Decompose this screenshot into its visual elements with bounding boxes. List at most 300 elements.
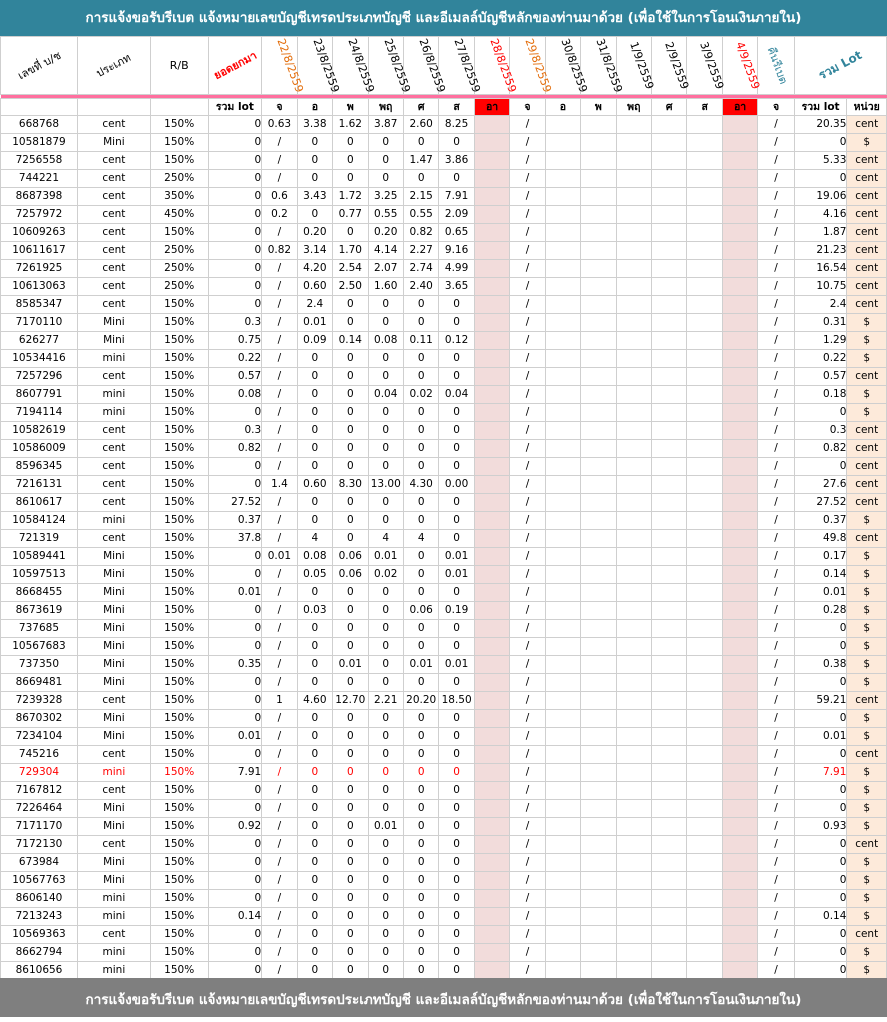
account-type: cent	[77, 458, 150, 476]
daily-lot: /	[262, 260, 297, 278]
daily-lot	[545, 620, 580, 638]
balance-forward: 0	[208, 260, 262, 278]
account-number: 8607791	[1, 386, 78, 404]
daily-lot	[652, 728, 687, 746]
sunday-cell	[474, 620, 509, 638]
account-type: cent	[77, 278, 150, 296]
sunday-cell	[722, 134, 757, 152]
daily-lot: 0	[403, 890, 438, 908]
daily-lot: 0	[368, 728, 403, 746]
balance-forward: 0.75	[208, 332, 262, 350]
daily-lot	[652, 908, 687, 926]
daily-lot	[652, 404, 687, 422]
daily-lot	[545, 836, 580, 854]
total-lot: 0	[794, 782, 847, 800]
balance-forward: 0	[208, 188, 262, 206]
daily-lot: 0	[403, 584, 438, 602]
daily-lot	[652, 152, 687, 170]
sunday-cell	[722, 350, 757, 368]
daily-lot: 0	[297, 494, 332, 512]
daily-lot: 1.4	[262, 476, 297, 494]
daily-lot: 0	[403, 620, 438, 638]
balance-forward: 0	[208, 692, 262, 710]
daily-lot: 0	[333, 152, 368, 170]
rebate-rate: 150%	[150, 836, 208, 854]
daily-lot: /	[510, 656, 545, 674]
table-row	[1, 476, 887, 494]
daily-lot	[581, 494, 616, 512]
rebate-rate: 150%	[150, 566, 208, 584]
subheader-unit: หน่วย	[847, 99, 887, 116]
daily-lot: 0	[297, 152, 332, 170]
daily-lot	[687, 512, 722, 530]
daily-lot: 0	[297, 836, 332, 854]
balance-forward: 7.91	[208, 764, 262, 782]
unit-cell: cent	[847, 260, 887, 278]
daily-lot	[545, 692, 580, 710]
balance-forward: 0.14	[208, 908, 262, 926]
daily-lot: 2.27	[403, 242, 438, 260]
daily-lot: 0	[333, 170, 368, 188]
daily-lot: 0	[439, 512, 474, 530]
daily-lot	[581, 872, 616, 890]
account-type: mini	[77, 890, 150, 908]
daily-lot	[616, 116, 651, 134]
daily-lot: 0.20	[368, 224, 403, 242]
daily-lot: 0.63	[262, 116, 297, 134]
daily-lot	[652, 944, 687, 962]
daily-lot	[581, 512, 616, 530]
daily-lot: 0	[403, 728, 438, 746]
daily-lot	[581, 242, 616, 260]
rebate-rate: 150%	[150, 350, 208, 368]
subheader-day: อ	[545, 99, 580, 116]
header-type: ประเภท	[77, 37, 150, 95]
daily-lot: 0	[333, 674, 368, 692]
daily-lot: /	[510, 314, 545, 332]
balance-forward: 0.08	[208, 386, 262, 404]
account-type: cent	[77, 746, 150, 764]
daily-lot: 0	[333, 584, 368, 602]
daily-lot	[687, 656, 722, 674]
daily-lot: 0	[368, 638, 403, 656]
daily-lot	[687, 350, 722, 368]
daily-lot: 0.02	[403, 386, 438, 404]
total-lot: 0	[794, 710, 847, 728]
account-number: 744221	[1, 170, 78, 188]
daily-lot: 0	[297, 764, 332, 782]
balance-forward: 0	[208, 278, 262, 296]
rebate-rate: 250%	[150, 260, 208, 278]
daily-lot: 0	[403, 764, 438, 782]
account-type: cent	[77, 836, 150, 854]
daily-lot: 4	[297, 530, 332, 548]
subheader-day: อ	[297, 99, 332, 116]
balance-forward: 27.52	[208, 494, 262, 512]
daily-lot	[616, 422, 651, 440]
daily-lot	[652, 242, 687, 260]
balance-forward: 0.01	[208, 728, 262, 746]
total-lot: 7.91	[794, 764, 847, 782]
sunday-cell	[474, 746, 509, 764]
daily-lot: /	[510, 782, 545, 800]
daily-lot: /	[262, 800, 297, 818]
table-row	[1, 674, 887, 692]
account-type: mini	[77, 404, 150, 422]
daily-lot: 0	[403, 836, 438, 854]
daily-lot: 0	[368, 926, 403, 944]
daily-lot: 0	[333, 710, 368, 728]
account-type: cent	[77, 170, 150, 188]
rebate-rate: 150%	[150, 800, 208, 818]
daily-lot: 0	[439, 908, 474, 926]
daily-lot	[652, 638, 687, 656]
daily-lot: 0	[439, 818, 474, 836]
daily-lot: /	[510, 386, 545, 404]
daily-lot	[545, 512, 580, 530]
daily-lot: 7.91	[439, 188, 474, 206]
unit-cell: cent	[847, 296, 887, 314]
daily-lot: 0	[333, 512, 368, 530]
daily-lot	[581, 710, 616, 728]
daily-lot	[545, 494, 580, 512]
total-lot: 0.57	[794, 368, 847, 386]
daily-lot: 2.4	[297, 296, 332, 314]
daily-lot: 0	[368, 134, 403, 152]
daily-lot: 0	[439, 710, 474, 728]
daily-lot: 0	[439, 296, 474, 314]
table-row	[1, 566, 887, 584]
daily-lot	[581, 674, 616, 692]
sunday-cell	[722, 260, 757, 278]
subheader-day: อา	[474, 99, 509, 116]
daily-lot	[616, 170, 651, 188]
daily-lot	[652, 260, 687, 278]
daily-lot: 0	[297, 656, 332, 674]
daily-lot	[616, 710, 651, 728]
sunday-cell	[474, 602, 509, 620]
sunday-cell	[474, 872, 509, 890]
sunday-cell	[722, 386, 757, 404]
daily-lot	[687, 854, 722, 872]
daily-lot: 0	[403, 782, 438, 800]
daily-lot: 0	[439, 836, 474, 854]
daily-lot	[545, 368, 580, 386]
daily-lot: 0.06	[333, 566, 368, 584]
daily-lot: /	[510, 422, 545, 440]
daily-lot: 0	[439, 728, 474, 746]
sunday-cell	[722, 944, 757, 962]
balance-forward: 0	[208, 854, 262, 872]
account-number: 7234104	[1, 728, 78, 746]
daily-lot: 0.06	[403, 602, 438, 620]
daily-lot: 0	[403, 134, 438, 152]
sunday-cell	[722, 152, 757, 170]
table-row	[1, 548, 887, 566]
refund-cell: /	[758, 404, 794, 422]
balance-forward: 0.57	[208, 368, 262, 386]
daily-lot: /	[262, 710, 297, 728]
account-number: 8662794	[1, 944, 78, 962]
header-date: 1/9/2559	[616, 37, 651, 95]
daily-lot: 0	[403, 512, 438, 530]
daily-lot: 3.25	[368, 188, 403, 206]
rebate-rate: 150%	[150, 404, 208, 422]
daily-lot: 4.60	[297, 692, 332, 710]
account-number: 7257296	[1, 368, 78, 386]
daily-lot: 0.14	[333, 332, 368, 350]
refund-cell: /	[758, 242, 794, 260]
unit-cell: $	[847, 314, 887, 332]
rebate-rate: 150%	[150, 710, 208, 728]
total-lot: 0.01	[794, 728, 847, 746]
sunday-cell	[722, 116, 757, 134]
sunday-cell	[474, 278, 509, 296]
account-type: mini	[77, 350, 150, 368]
daily-lot: 0	[333, 386, 368, 404]
daily-lot: 0	[403, 404, 438, 422]
daily-lot: 0	[439, 422, 474, 440]
unit-cell: $	[847, 512, 887, 530]
sunday-cell	[722, 710, 757, 728]
unit-cell: cent	[847, 746, 887, 764]
daily-lot: 0	[333, 368, 368, 386]
daily-lot	[687, 782, 722, 800]
daily-lot: 3.87	[368, 116, 403, 134]
daily-lot	[616, 890, 651, 908]
rebate-rate: 150%	[150, 638, 208, 656]
refund-cell: /	[758, 800, 794, 818]
daily-lot	[687, 170, 722, 188]
sunday-cell	[722, 458, 757, 476]
account-type: Mini	[77, 818, 150, 836]
daily-lot: /	[262, 764, 297, 782]
daily-lot	[687, 548, 722, 566]
table-row	[1, 260, 887, 278]
total-lot: 0.28	[794, 602, 847, 620]
daily-lot: 0.01	[439, 548, 474, 566]
daily-lot	[616, 224, 651, 242]
daily-lot	[545, 242, 580, 260]
refund-cell: /	[758, 224, 794, 242]
daily-lot: 0	[368, 170, 403, 188]
refund-cell: /	[758, 494, 794, 512]
daily-lot	[581, 836, 616, 854]
balance-forward: 0	[208, 296, 262, 314]
total-lot: 0	[794, 926, 847, 944]
daily-lot: 0	[333, 728, 368, 746]
sunday-cell	[722, 728, 757, 746]
daily-lot: 0	[439, 458, 474, 476]
refund-cell: /	[758, 368, 794, 386]
sunday-cell	[474, 314, 509, 332]
sunday-cell	[474, 566, 509, 584]
header-date: 27/8/2559	[439, 37, 474, 95]
daily-lot	[687, 944, 722, 962]
account-number: 8596345	[1, 458, 78, 476]
daily-lot	[652, 584, 687, 602]
sunday-cell	[474, 818, 509, 836]
table-row	[1, 764, 887, 782]
total-lot: 16.54	[794, 260, 847, 278]
daily-lot: 0	[297, 458, 332, 476]
balance-forward: 0.92	[208, 818, 262, 836]
daily-lot	[545, 746, 580, 764]
rebate-rate: 150%	[150, 512, 208, 530]
sunday-cell	[722, 548, 757, 566]
total-lot: 20.35	[794, 116, 847, 134]
daily-lot: /	[262, 674, 297, 692]
total-lot: 0	[794, 674, 847, 692]
daily-lot: 0	[403, 800, 438, 818]
daily-lot	[652, 458, 687, 476]
daily-lot: /	[262, 656, 297, 674]
table-row	[1, 962, 887, 980]
daily-lot: 20.20	[403, 692, 438, 710]
unit-cell: $	[847, 548, 887, 566]
daily-lot	[581, 800, 616, 818]
account-number: 8673619	[1, 602, 78, 620]
daily-lot	[687, 566, 722, 584]
sunday-cell	[474, 548, 509, 566]
unit-cell: cent	[847, 494, 887, 512]
table-row	[1, 242, 887, 260]
daily-lot	[581, 890, 616, 908]
daily-lot: /	[510, 458, 545, 476]
sunday-cell	[722, 242, 757, 260]
total-lot: 0.18	[794, 386, 847, 404]
daily-lot	[687, 692, 722, 710]
unit-cell: cent	[847, 152, 887, 170]
daily-lot: 0	[403, 314, 438, 332]
sunday-cell	[722, 404, 757, 422]
sunday-cell	[722, 854, 757, 872]
total-lot: 0	[794, 836, 847, 854]
daily-lot: 0	[403, 872, 438, 890]
table-row	[1, 332, 887, 350]
daily-lot: 0	[439, 440, 474, 458]
daily-lot	[545, 674, 580, 692]
refund-cell: /	[758, 476, 794, 494]
daily-lot	[616, 674, 651, 692]
sunday-cell	[722, 584, 757, 602]
account-number: 745216	[1, 746, 78, 764]
daily-lot	[652, 620, 687, 638]
total-lot: 0	[794, 800, 847, 818]
daily-lot: /	[262, 494, 297, 512]
daily-lot: /	[262, 890, 297, 908]
daily-lot	[545, 260, 580, 278]
daily-lot: 0	[297, 440, 332, 458]
account-type: cent	[77, 422, 150, 440]
balance-forward: 0.35	[208, 656, 262, 674]
daily-lot: 0	[297, 944, 332, 962]
daily-lot: 0	[439, 944, 474, 962]
header-rb: R/B	[150, 37, 208, 95]
account-number: 7257972	[1, 206, 78, 224]
unit-cell: cent	[847, 458, 887, 476]
sunday-cell	[722, 206, 757, 224]
sunday-cell	[722, 908, 757, 926]
total-lot: 2.4	[794, 296, 847, 314]
daily-lot: 0	[333, 746, 368, 764]
sunday-cell	[722, 890, 757, 908]
unit-cell: $	[847, 602, 887, 620]
rebate-rate: 150%	[150, 296, 208, 314]
rebate-rate: 150%	[150, 530, 208, 548]
total-lot: 59.21	[794, 692, 847, 710]
daily-lot: /	[510, 836, 545, 854]
daily-lot: 0.05	[297, 566, 332, 584]
daily-lot	[581, 566, 616, 584]
account-type: Mini	[77, 854, 150, 872]
account-number: 7256558	[1, 152, 78, 170]
daily-lot	[616, 692, 651, 710]
sunday-cell	[474, 116, 509, 134]
daily-lot: 0.08	[297, 548, 332, 566]
table-row	[1, 314, 887, 332]
account-type: Mini	[77, 800, 150, 818]
refund-cell: /	[758, 638, 794, 656]
daily-lot	[652, 350, 687, 368]
account-type: Mini	[77, 134, 150, 152]
daily-lot: 3.38	[297, 116, 332, 134]
sunday-cell	[722, 746, 757, 764]
sunday-cell	[474, 152, 509, 170]
daily-lot: 0	[368, 620, 403, 638]
daily-lot: 0	[403, 368, 438, 386]
subheader-day: พฤ	[616, 99, 651, 116]
daily-lot: 0.55	[403, 206, 438, 224]
account-number: 7170110	[1, 314, 78, 332]
rebate-rate: 150%	[150, 620, 208, 638]
daily-lot: 0.09	[297, 332, 332, 350]
daily-lot: 0	[439, 170, 474, 188]
daily-lot	[581, 746, 616, 764]
daily-lot	[652, 890, 687, 908]
table-row	[1, 116, 887, 134]
total-lot: 0	[794, 944, 847, 962]
refund-cell: /	[758, 458, 794, 476]
daily-lot	[545, 296, 580, 314]
account-number: 7213243	[1, 908, 78, 926]
daily-lot	[616, 350, 651, 368]
daily-lot	[616, 926, 651, 944]
refund-cell: /	[758, 584, 794, 602]
sunday-cell	[474, 656, 509, 674]
sunday-cell	[722, 368, 757, 386]
header-date: 26/8/2559	[403, 37, 438, 95]
daily-lot	[545, 206, 580, 224]
daily-lot: 0	[439, 746, 474, 764]
daily-lot: 0	[403, 350, 438, 368]
table-row	[1, 656, 887, 674]
daily-lot	[545, 566, 580, 584]
daily-lot: /	[510, 566, 545, 584]
sunday-cell	[474, 260, 509, 278]
daily-lot: 0	[368, 350, 403, 368]
account-type: Mini	[77, 548, 150, 566]
daily-lot: /	[262, 962, 297, 980]
daily-lot: 0	[333, 602, 368, 620]
total-lot: 27.52	[794, 494, 847, 512]
daily-lot	[545, 926, 580, 944]
daily-lot: 3.14	[297, 242, 332, 260]
balance-forward: 0.3	[208, 422, 262, 440]
table-row	[1, 890, 887, 908]
unit-cell: $	[847, 782, 887, 800]
balance-forward: 0	[208, 224, 262, 242]
